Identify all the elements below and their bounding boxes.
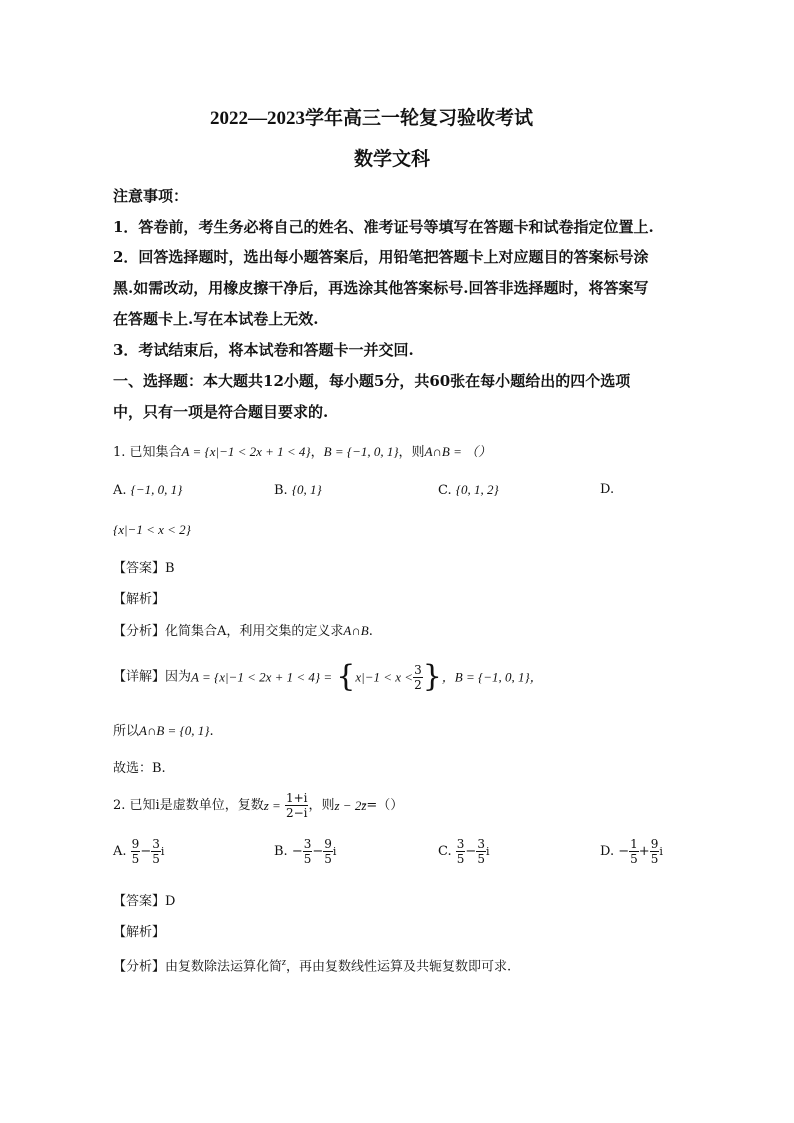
q2-option-d-n2: 9: [650, 837, 659, 851]
q1-option-b: [274, 483, 322, 497]
q1-detail-fraction: [413, 664, 423, 691]
notice-line-3: 黑.如需改动，用橡皮擦干净后，再选涂其他答案标号.回答非选择题时，将答案写: [113, 279, 649, 297]
q2-option-d-frac-1: [629, 838, 639, 865]
q2-option-d-label: D.: [600, 844, 615, 859]
q2-option-c-frac-2: [476, 838, 486, 865]
q2-option-c-n1: 3: [456, 837, 465, 851]
q2-option-b-n2: 9: [324, 837, 332, 851]
q1-option-c-label: C.: [438, 483, 452, 498]
q2-fenxi-text-1: 由复数除法运算化简: [165, 959, 283, 975]
q1-detail-expr-1: A = {x|−1 < 2x + 1 < 4} =: [191, 669, 333, 685]
q2-stem-mid: ，则: [308, 798, 335, 813]
q2-option-b-d1: 5: [303, 852, 312, 866]
q2-option-c-unit: i: [485, 845, 490, 858]
q2-option-d-n1: 1: [630, 837, 638, 851]
left-brace-icon: {: [336, 659, 356, 694]
right-brace-icon: }: [422, 659, 442, 694]
q2-option-a-label: A.: [113, 844, 127, 859]
q2-option-a-unit: i: [160, 845, 165, 858]
q1-therefore-expr: A∩B = {0, 1}: [139, 723, 210, 738]
q2-option-c-d1: 5: [456, 852, 465, 866]
notice-heading: 注意事项：: [113, 187, 189, 205]
q2-option-a-n1: 9: [131, 837, 140, 851]
q2-option-d-sign: −: [618, 844, 630, 859]
q1-detail-expr-2: x|−1 < x <: [355, 669, 414, 685]
q2-option-d-unit: i: [659, 845, 663, 858]
q1-answer-tag: 【答案】: [113, 561, 166, 576]
q1-answer-value: B: [165, 561, 175, 576]
q1-detail-tag: 【详解】: [113, 669, 166, 685]
q2-option-c: [438, 838, 489, 865]
section-heading-line-2: 中，只有一项是符合题目要求的.: [113, 403, 329, 421]
q2-option-a-frac-2: [151, 838, 161, 865]
q1-sep: ，: [310, 445, 324, 460]
q1-detail-frac-num: 3: [414, 662, 422, 677]
q1-therefore-end: .: [209, 724, 214, 739]
q2-z-eq: z =: [263, 798, 281, 813]
q2-option-c-frac-1: [456, 838, 466, 865]
q2-answer-tag: 【答案】: [113, 894, 166, 909]
q2-stem: [113, 792, 403, 819]
q1-option-c: [438, 483, 499, 497]
q2-option-d-d1: 5: [630, 852, 638, 866]
notice-line-4: 在答题卡上.写在本试卷上无效.: [113, 310, 319, 328]
q2-option-b: [274, 838, 336, 865]
q2-fenxi: [113, 958, 511, 973]
q1-expr: A∩B = （）: [424, 444, 492, 459]
q2-option-d-frac-2: [650, 838, 660, 865]
q2-option-a-d1: 5: [131, 852, 140, 866]
q2-option-b-n1: 3: [303, 837, 312, 851]
q2-fenxi-tag: 【分析】: [113, 959, 166, 975]
q2-fenxi-z: z: [282, 957, 286, 968]
q2-fraction: [285, 792, 309, 819]
q2-option-c-d2: 5: [477, 852, 485, 866]
q2-option-b-frac-2: [323, 838, 333, 865]
q1-stem: [113, 445, 491, 459]
q2-option-b-op: −: [312, 844, 324, 859]
q2-analysis-tag: 【解析】: [113, 925, 166, 940]
q2-option-b-unit: i: [332, 845, 337, 858]
q1-option-d-value: {x|−1 < x < 2}: [113, 522, 191, 537]
q1-answer: [113, 562, 175, 575]
q2-fenxi-text-2: ，再由复数线性运算及共轭复数即可求.: [285, 959, 512, 975]
q1-therefore: [113, 724, 214, 738]
q2-answer: [113, 895, 175, 908]
q1-choice-line: 故选：B.: [113, 761, 166, 776]
q2-option-d: [600, 838, 663, 865]
q1-therefore-text: 所以: [113, 724, 140, 739]
q2-stem-prefix: 2. 已知i是虚数单位，复数: [113, 798, 264, 813]
q1-stem-prefix: 1. 已知集合: [113, 445, 182, 460]
exam-subtitle: 数学文科: [354, 149, 431, 170]
q2-frac-num: 1+i: [285, 791, 308, 805]
q1-detail: [113, 659, 543, 694]
section-heading-line-1: 一、选择题：本大题共12小题，每小题5分，共60张在每小题给出的四个选项: [113, 372, 631, 390]
q2-option-a-d2: 5: [152, 852, 160, 866]
q1-analysis-tag: 【解析】: [113, 592, 166, 607]
q2-option-b-d2: 5: [324, 852, 332, 866]
q1-option-a-value: {−1, 0, 1}: [130, 482, 183, 497]
q2-option-a-op: −: [140, 844, 152, 859]
q1-option-d-label: D.: [600, 482, 615, 497]
q2-option-b-label: B.: [274, 844, 288, 859]
notice-line-2: 2．回答选择题时，选出每小题答案后，用铅笔把答题卡上对应题目的答案标号涂: [113, 248, 649, 266]
q1-detail-frac-den: 2: [414, 677, 422, 692]
q1-option-b-label: B.: [274, 483, 288, 498]
q1-ask: ，则: [398, 445, 425, 460]
q2-answer-value: D: [165, 894, 176, 909]
q1-set-a: A = {x|−1 < 2x + 1 < 4}: [181, 444, 311, 459]
q1-option-a-label: A.: [113, 483, 127, 498]
q2-expr-end: =（）: [366, 798, 404, 813]
q1-detail-expr-3: ，B = {−1, 0, 1}，: [441, 669, 543, 685]
q1-fenxi-text: 化简集合A，利用交集的定义求: [165, 624, 344, 639]
q2-option-a-n2: 3: [152, 837, 160, 851]
q1-set-b: B = {−1, 0, 1}: [323, 444, 399, 459]
exam-title: 2022—2023学年高三一轮复习验收考试: [210, 108, 534, 129]
notice-line-5: 3．考试结束后，将本试卷和答题卡一并交回.: [113, 341, 414, 359]
q2-option-b-sign: −: [291, 844, 303, 859]
q2-option-b-frac-1: [303, 838, 313, 865]
q1-fenxi-expr: A∩B: [343, 623, 369, 638]
q2-option-c-label: C.: [438, 844, 452, 859]
q1-detail-text: 因为: [165, 669, 192, 685]
notice-line-1: 1．答卷前，考生务必将自己的姓名、准考证号等填写在答题卡和试卷指定位置上.: [113, 218, 654, 236]
q1-option-d: [600, 483, 614, 496]
q1-fenxi: [113, 624, 373, 638]
q1-option-b-value: {0, 1}: [291, 482, 322, 497]
q1-fenxi-tag: 【分析】: [113, 624, 166, 639]
q2-option-d-d2: 5: [650, 852, 659, 866]
q2-option-d-op: +: [638, 844, 650, 859]
q2-expr: z − 2z̄: [334, 798, 367, 813]
q2-option-c-n2: 3: [477, 837, 485, 851]
q2-option-a-frac-1: [131, 838, 141, 865]
q2-option-c-op: −: [465, 844, 477, 859]
q1-option-a: [113, 483, 182, 497]
q1-option-c-value: {0, 1, 2}: [455, 482, 499, 497]
q2-frac-den: 2−i: [285, 806, 308, 820]
q1-fenxi-end: .: [368, 624, 373, 639]
q2-option-a: [113, 838, 164, 865]
